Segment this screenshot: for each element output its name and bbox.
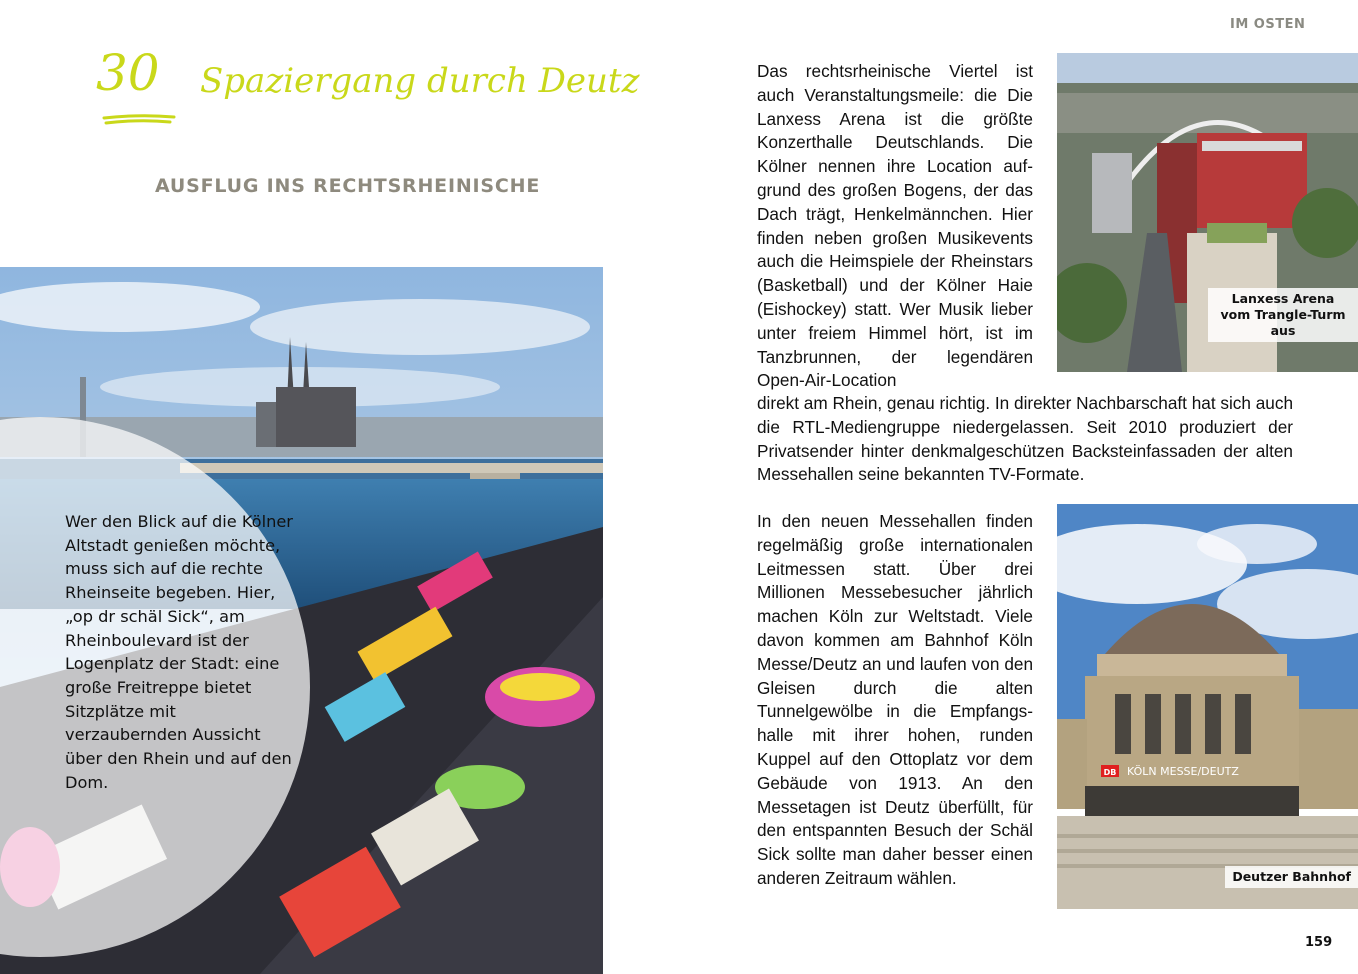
lanxess-arena-photo	[1057, 53, 1358, 372]
chapter-number-underline	[100, 112, 180, 128]
body-paragraph-2: In den neuen Messehallen finden regelmäßig große internationalen Leitmessen statt. Über drei Millionen Messebesucher jährlich machen Köln zur Weltstadt. Viele davon kommen am Bahnhof Köln Messe/Deutz an und laufen von den Gleisen durch die alten Tunnelgewölbe in die Empfangshalle mit ihrer hohen, runden Kuppel auf den Ottoplatz vor dem Gebäude von 1913. An den Messetagen ist Deutz überfüllt, für den entspannten Besuch der Schäl Sick sollte man daher besser einen anderen Zeitraum wählen.	[757, 511, 1033, 888]
chapter-subtitle: AUSFLUG INS RECHTSRHEINISCHE	[155, 175, 541, 197]
caption-bahnhof: Deutzer Bahnhof	[1225, 866, 1358, 888]
station-sign: KÖLN MESSE/DEUTZ	[1127, 765, 1239, 778]
body-paragraph-1-wrapped: Das rechtsrheinische Viertel ist auch Veranstaltungsmeile: die Die Lanxess Arena ist die größte Konzerthalle Deutschlands. Die Kölner nennen ihre Location aufgrund des großen Bogens, der das Dach trägt, Henkelmännchen. Hier finden neben großen Musikevents auch die Heimspiele der Rheinstars (Basketball) und der Kölner Haie (Eishockey) statt. Wer Musik lieber unter freiem Himmel hört, ist im Tanzbrunnen, der legendären Open-Air-Location	[757, 61, 1033, 391]
page-number: 159	[1305, 935, 1333, 950]
caption-arena: Lanxess Arena vom Trangle-Turm aus	[1208, 288, 1358, 342]
db-logo: DB	[1103, 768, 1117, 777]
section-label: IM OSTEN	[1230, 17, 1306, 32]
chapter-number: 30	[96, 44, 160, 102]
body-paragraph-1-continued: direkt am Rhein, genau richtig. In direkter Nachbarschaft hat sich auch die RTL-Mediengruppe niedergelassen. Seit 2010 produziert der Privatsender hinter denkmalgeschützen Backsteinfassaden der alten Messehallen seine bekannten TV-Formate.	[757, 393, 1293, 485]
chapter-title: Spaziergang durch Deutz	[200, 61, 640, 101]
deutz-station-photo	[1057, 504, 1358, 909]
sidebar-text: Wer den Blick auf die Kölner Altstadt genießen möchte, muss sich auf die rechte Rheinseite begeben. Hier, „op dr schäl Sick“, am Rheinboulevard ist der Logenplatz der Stadt: eine große Freitreppe bietet Sitzplätze mit verzaubernden Aussicht über den Rhein und auf den Dom.	[65, 512, 293, 792]
